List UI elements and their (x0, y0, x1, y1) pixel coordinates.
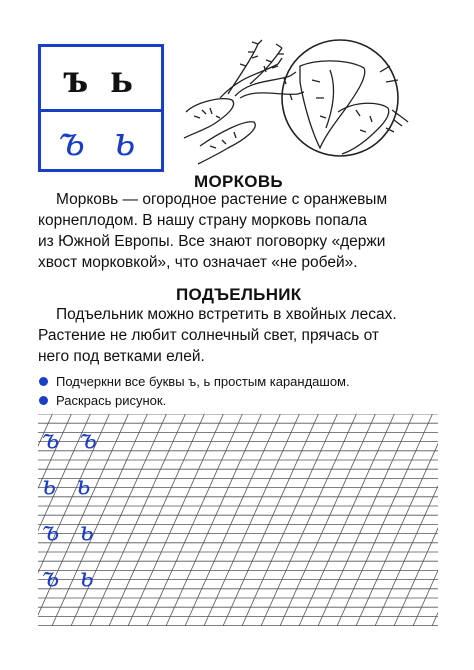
printed-letters: ъ ь (63, 56, 139, 102)
text-line: Растение не любит солнечный свет, прячась от (38, 327, 379, 344)
text-line: хвост морковкой», что означает «не робей». (38, 254, 358, 271)
grid-slant-line (109, 414, 204, 626)
section-title-carrot: МОРКОВЬ (194, 172, 283, 191)
practice-row-sample: ъ ь (42, 563, 100, 593)
grid-slant-line (413, 414, 438, 626)
grid-slant-line (337, 414, 432, 626)
text-line: Морковь — огородное растение с оранжевым (56, 191, 388, 208)
grid-slant-line (90, 414, 185, 626)
letter-card (38, 44, 164, 172)
letter-card-divider (41, 109, 161, 112)
carrots-illustration (180, 36, 410, 166)
text-line: корнеплодом. В нашу страну морковь попала (38, 212, 368, 229)
grid-slant-line (394, 414, 438, 626)
section-title-podelnik: ПОДЪЕЛЬНИК (176, 285, 302, 304)
grid-slant-line (128, 414, 223, 626)
grid-slant-line (280, 414, 375, 626)
paragraph-podelnik (38, 304, 397, 367)
text-line: Подъельник можно встретить в хвойных лесах. (56, 306, 397, 323)
grid-slant-line (242, 414, 337, 626)
grid-slant-line (185, 414, 280, 626)
script-letters: ъ ь (58, 119, 144, 165)
grid-slant-line (261, 414, 356, 626)
practice-row-sample: ь ь (42, 471, 97, 501)
text-line: из Южной Европы. Все знают поговорку «держи (38, 233, 386, 250)
grid-slant-line (299, 414, 394, 626)
grid-slant-line (223, 414, 318, 626)
handwriting-practice-grid[interactable] (38, 414, 438, 626)
bullet-dot-icon (39, 396, 48, 405)
task-item (38, 391, 350, 410)
grid-slant-line (356, 414, 438, 626)
grid-slant-line (204, 414, 299, 626)
task-text: Подчеркни все буквы ъ, ь простым карандашом. (56, 374, 350, 389)
grid-slant-line (166, 414, 261, 626)
bullet-dot-icon (39, 377, 48, 386)
paragraph-carrot (38, 189, 387, 273)
task-list (38, 372, 350, 410)
practice-row-sample: ъ ь (42, 517, 100, 547)
text-line: него под ветками елей. (38, 348, 205, 365)
grid-slant-line (147, 414, 242, 626)
task-item (38, 372, 350, 391)
practice-row-sample: ъ ъ (42, 425, 103, 455)
grid-slant-line (318, 414, 413, 626)
task-text: Раскрась рисунок. (56, 393, 167, 408)
